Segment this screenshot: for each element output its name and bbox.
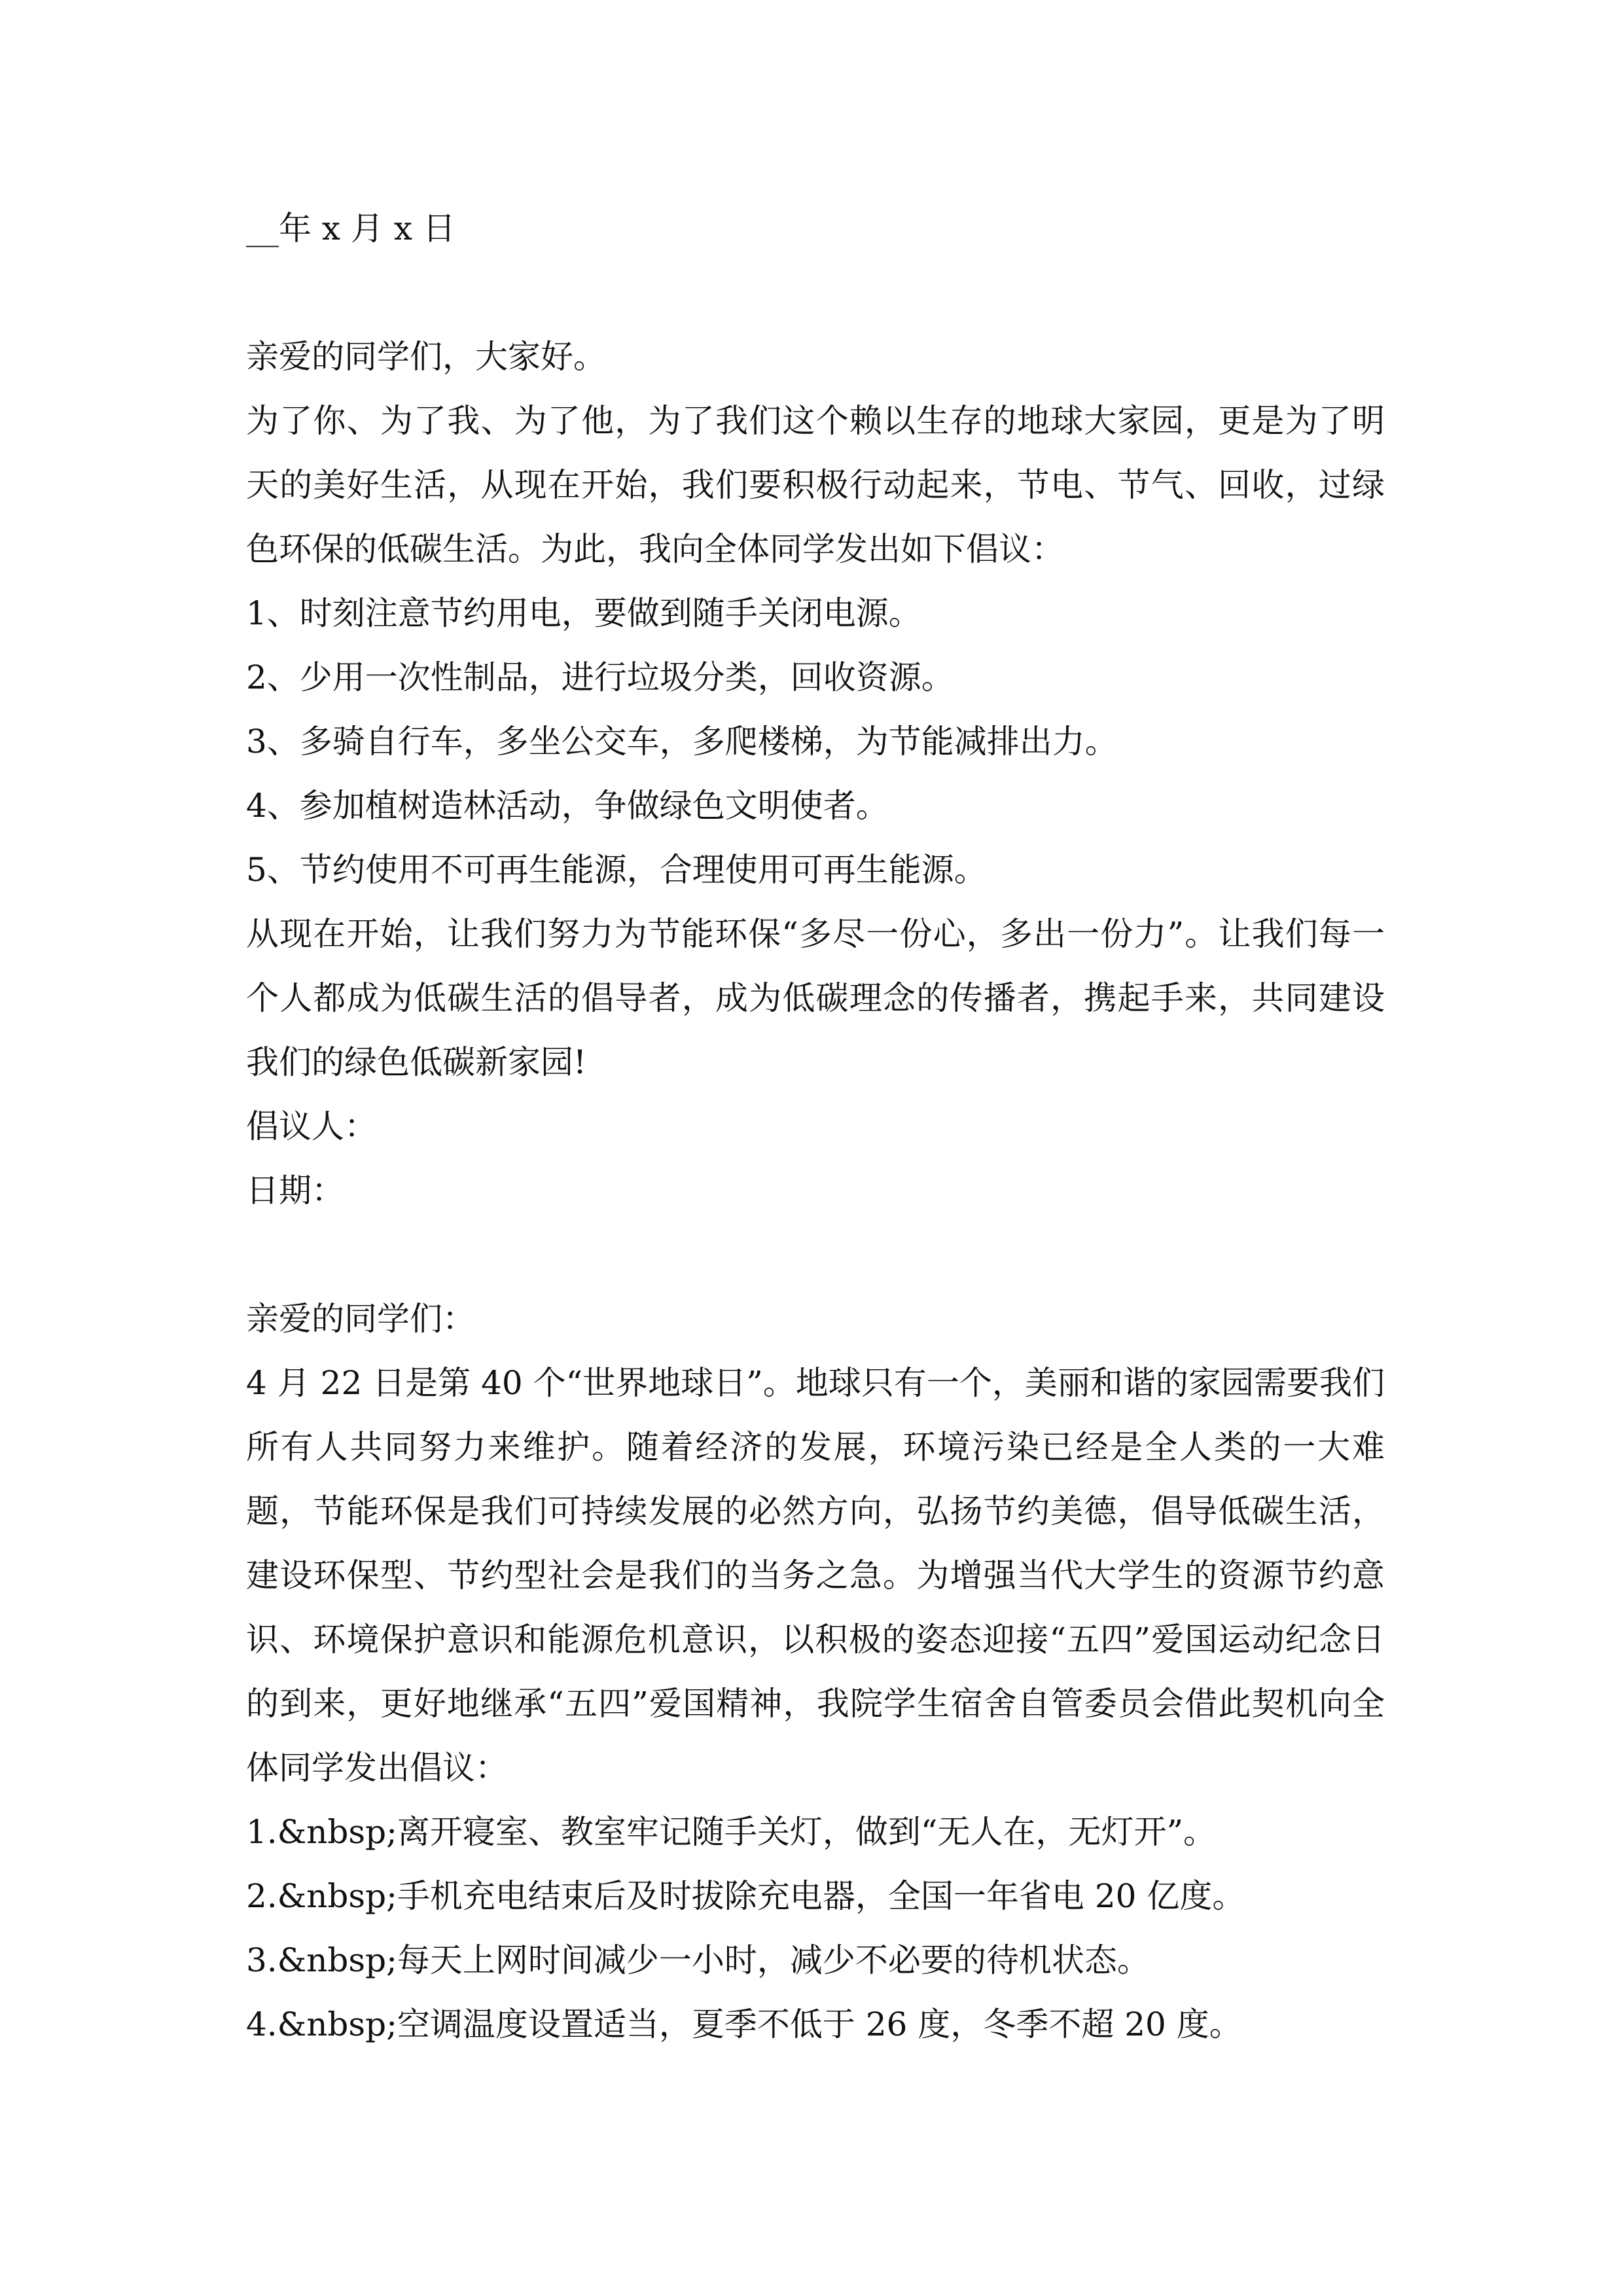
document-body	[246, 196, 1385, 2056]
letter2-item: 2.&nbsp;手机充电结束后及时拔除充电器，全国一年省电 20 亿度。	[246, 1877, 1245, 1915]
letter1-item: 1、时刻注意节约用电，要做到随手关闭电源。	[246, 594, 921, 632]
letter1-closing: 从现在开始，让我们努力为节能环保“多尽一份心，多出一份力”。让我们每一个人都成为低碳生活的倡导者，成为低碳理念的传播者，携起手来，共同建设我们的绿色低碳新家园!	[246, 915, 1385, 1081]
letter1-item: 4、参加植树造林活动，争做绿色文明使者。	[246, 787, 889, 825]
date-line: __年 x 月 x 日	[246, 209, 455, 247]
letter2-item: 3.&nbsp;每天上网时间减少一小时，减少不必要的待机状态。	[246, 1941, 1150, 1979]
letter1-intro: 为了你、为了我、为了他，为了我们这个赖以生存的地球大家园，更是为了明天的美好生活，从现在开始，我们要积极行动起来，节电、节气、回收，过绿色环保的低碳生活。为此，我向全体同学发出如下倡议：	[246, 402, 1385, 568]
blank-line	[246, 260, 1385, 325]
letter1-item: 2、少用一次性制品，进行垃圾分类，回收资源。	[246, 658, 954, 696]
letter1-greeting: 亲爱的同学们，大家好。	[246, 338, 606, 376]
letter1-item: 5、节约使用不可再生能源，合理使用可再生能源。	[246, 851, 987, 889]
letter2-greeting: 亲爱的同学们：	[246, 1300, 475, 1338]
letter2-intro: 4 月 22 日是第 40 个“世界地球日”。地球只有一个，美丽和谐的家园需要我们所有人共同努力来维护。随着经济的发展，环境污染已经是全人类的一大难题，节能环保是我们可持续发展的必然方向，弘扬节约美德，倡导低碳生活，建设环保型、节约型社会是我们的当务之急。为增强当代大学生的资源节约意识、环境保护意识和能源危机意识，以积极的姿态迎接“五四”爱国运动纪念日的到来，更好地继承“五四”爱国精神，我院学生宿舍自管委员会借此契机向全体同学发出倡议：	[246, 1364, 1385, 1787]
letter1-item: 3、多骑自行车，多坐公交车，多爬楼梯，为节能减排出力。	[246, 723, 1118, 761]
blank-line	[246, 1223, 1385, 1287]
letter2-item: 4.&nbsp;空调温度设置适当，夏季不低于 26 度，冬季不超 20 度。	[246, 2005, 1242, 2043]
date-label: 日期：	[246, 1172, 344, 1210]
letter2-item: 1.&nbsp;离开寝室、教室牢记随手关灯，做到“无人在，无灯开”。	[246, 1813, 1217, 1851]
proposer-label: 倡议人：	[246, 1107, 377, 1145]
